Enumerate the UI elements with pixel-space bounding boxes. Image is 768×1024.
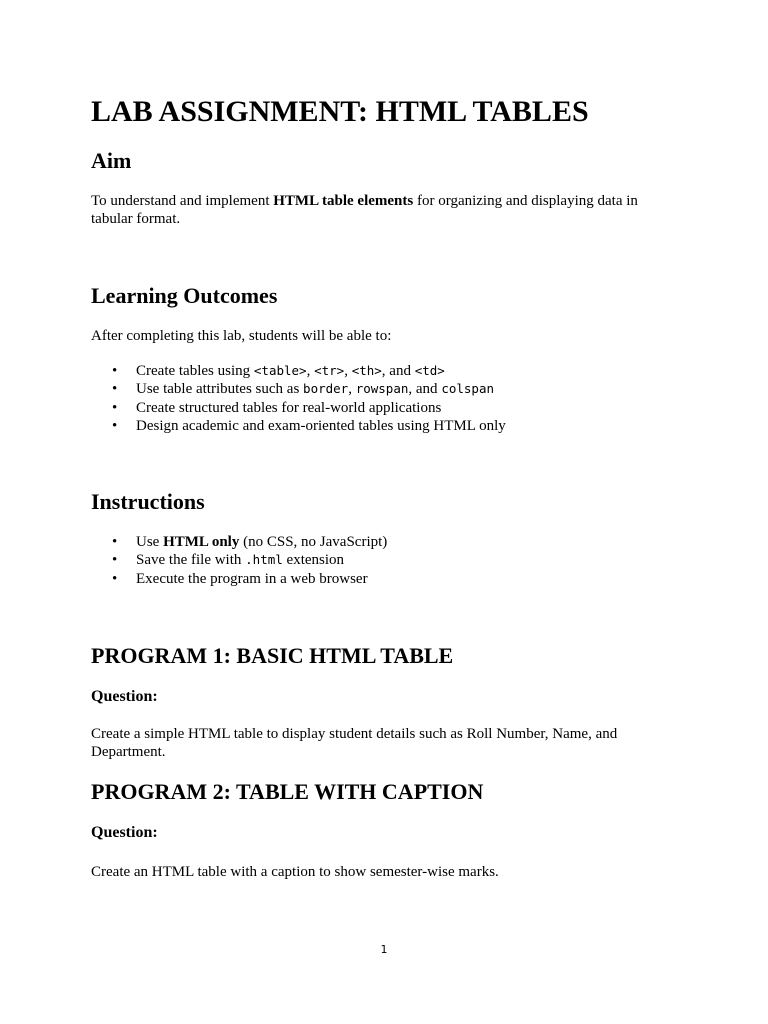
bullet-icon: • [112,417,118,434]
outcome-text: Create tables using [136,363,254,379]
bullet-icon: • [112,363,118,379]
program2-heading: PROGRAM 2: TABLE WITH CAPTION [91,779,484,804]
instruction-text: Use [136,534,164,550]
list-item [91,551,387,569]
list-item [91,362,506,380]
outcome-text: , and [408,381,442,398]
learning-outcomes-list [91,362,506,435]
learning-outcomes-heading: Learning Outcomes [91,283,278,308]
instructions-list [91,533,387,588]
instruction-bold-text: HTML only [163,534,240,550]
code-table-tag: <table> [253,363,307,378]
program1-heading: PROGRAM 1: BASIC HTML TABLE [91,643,454,668]
learning-outcomes-intro: After completing this lab, students will be able to: [91,328,392,344]
outcome-text: , and [381,363,415,379]
program1-question-text: Create a simple HTML table to display student details such as Roll Number, Name, and Department. [91,726,618,760]
list-item [91,380,506,398]
outcome-text: , [306,363,315,379]
instruction-text: extension [282,552,345,569]
aim-heading: Aim [91,148,132,173]
instruction-text: Save the file with [136,552,246,569]
code-colspan-attr: colspan [441,381,494,397]
aim-text-start: To understand and implement [91,193,274,209]
instruction-text: Execute the program in a web browser [136,570,368,587]
outcome-text: Design academic and exam-oriented tables using HTML only [136,417,506,434]
bullet-icon: • [112,399,118,416]
aim-text-end: for organizing and displaying data in tabular format. [91,193,638,227]
page-number: 1 [380,943,388,956]
aim-bold-text: HTML table elements [273,193,414,209]
code-tr-tag: <tr> [314,363,345,378]
code-html-extension: .html [245,552,283,568]
code-rowspan-attr: rowspan [355,381,409,397]
bullet-icon: • [112,552,118,569]
list-item [91,417,506,435]
code-td-tag: <td> [414,363,445,378]
bullet-icon: • [112,534,118,550]
aim-paragraph [91,192,661,228]
bullet-icon: • [112,570,118,587]
document-title: LAB ASSIGNMENT: HTML TABLES [91,95,589,128]
outcome-text: Create structured tables for real-world applications [136,399,442,416]
program1-question-label: Question: [91,688,158,705]
list-item [91,570,387,588]
program2-question-text: Create an HTML table with a caption to show semester-wise marks. [91,864,499,880]
bullet-icon: • [112,381,118,398]
code-th-tag: <th> [351,363,382,378]
instruction-text: (no CSS, no JavaScript) [239,534,388,550]
outcome-text: Use table attributes such as [136,381,304,398]
outcome-text: , [348,381,356,398]
list-item [91,533,387,551]
code-border-attr: border [303,381,349,397]
program2-question-label: Question: [91,824,158,841]
list-item [91,399,506,417]
instructions-heading: Instructions [91,489,205,514]
outcome-text: , [344,363,352,379]
